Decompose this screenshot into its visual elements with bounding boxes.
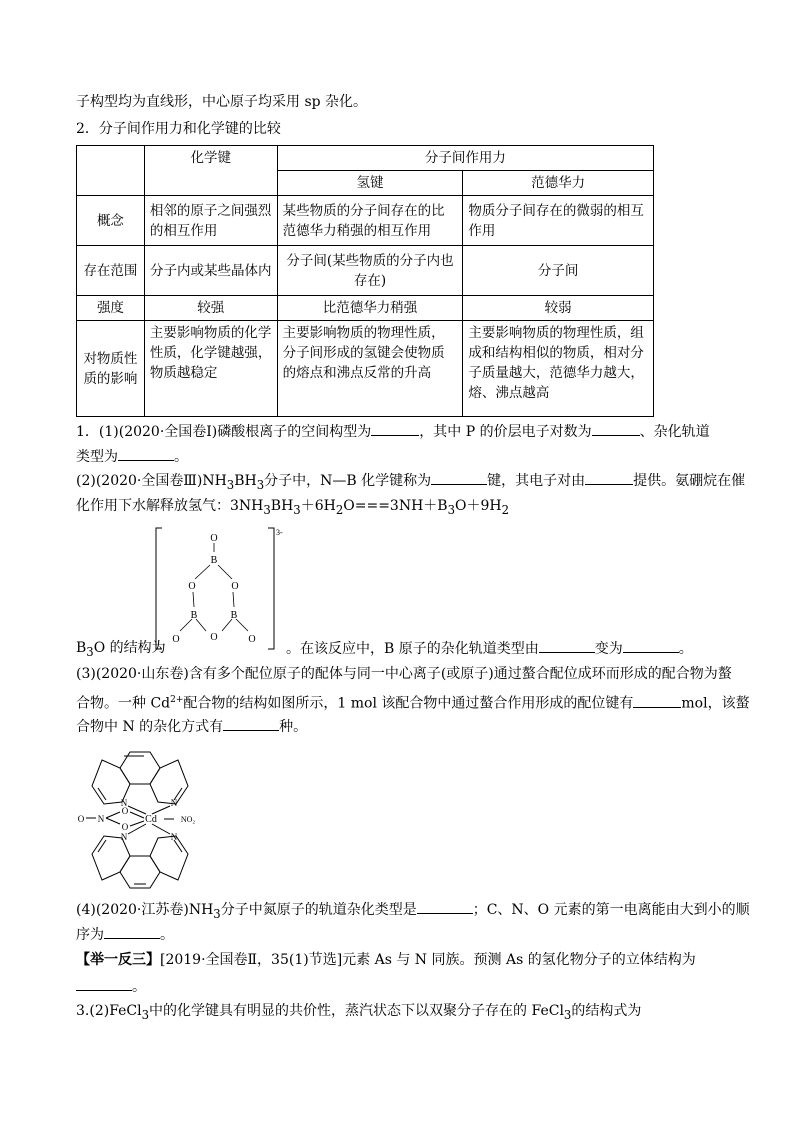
question-2-line-2 bbox=[76, 496, 509, 520]
question-text: (4)(2020·江苏卷)NH bbox=[76, 902, 214, 918]
subscript: 3 bbox=[563, 1007, 572, 1022]
section-2-title: 2．分子间作用力和化学键的比较 bbox=[76, 121, 281, 137]
question-text: 中的化学键具有明显的共价性，蒸汽状态下以双聚分子存在的 FeCl bbox=[149, 1003, 564, 1019]
question-4-line-1 bbox=[76, 899, 750, 924]
atom-b: B bbox=[230, 610, 238, 621]
question-text: ；C、N、O 元素的第一电离能由大到小的顺 bbox=[472, 902, 750, 918]
question-text: 合物中 N 的杂化方式有 bbox=[76, 719, 224, 735]
question-text: 分子中氮原子的轨道杂化类型是 bbox=[220, 902, 417, 918]
atom-n: N bbox=[170, 832, 178, 842]
question-2-line-3-tail bbox=[286, 638, 693, 659]
question-text: 、杂化轨道 bbox=[639, 424, 710, 440]
atom-b: B bbox=[190, 610, 198, 621]
b3o-structure-diagram bbox=[152, 525, 287, 653]
question-text: BH bbox=[270, 498, 294, 514]
cell-van-der-waals: 较弱 bbox=[463, 296, 654, 321]
atom-n: N bbox=[120, 798, 128, 808]
subscript: 2 bbox=[335, 502, 344, 517]
answer-blank[interactable] bbox=[76, 976, 132, 991]
question-text: 的结构式为 bbox=[571, 1003, 642, 1019]
left-bracket bbox=[156, 528, 162, 649]
answer-blank[interactable] bbox=[223, 716, 279, 731]
row-label: 强度 bbox=[77, 296, 145, 321]
header-hydrogen-bond: 氢键 bbox=[277, 171, 463, 196]
nitro-group-label: NO₂ bbox=[180, 815, 196, 824]
question-text: 类型为 bbox=[76, 449, 118, 465]
extension-question-line-1 bbox=[76, 950, 696, 970]
question-text: O 的结构为 bbox=[93, 640, 166, 656]
cell-hydrogen-bond: 主要影响物质的物理性质，分子间形成的氢键会使物质的熔点和沸点反常的升高 bbox=[277, 321, 463, 417]
table-row bbox=[77, 246, 654, 296]
atom-o: O bbox=[248, 634, 256, 645]
header-chemical-bond: 化学键 bbox=[144, 146, 277, 196]
atom-o: O bbox=[77, 814, 85, 824]
atom-n: N bbox=[170, 798, 178, 808]
question-1-line-2 bbox=[76, 446, 188, 467]
subscript: 3 bbox=[86, 644, 94, 659]
answer-blank[interactable] bbox=[633, 693, 681, 708]
question-text: [2019·全国卷Ⅱ，35(1)节选]元素 As 与 N 同族。预测 As 的氢化物分子的立体结构为 bbox=[160, 952, 696, 968]
atom-cd: Cd bbox=[145, 814, 157, 825]
question-text: 。 bbox=[160, 927, 174, 943]
intro-tail: 子构型均为直线形，中心原子均采用 sp 杂化。 bbox=[76, 94, 368, 110]
answer-blank[interactable] bbox=[417, 899, 473, 914]
cell-hydrogen-bond: 某些物质的分子间存在的比范德华力稍强的相互作用 bbox=[277, 196, 463, 246]
subscript: 3 bbox=[447, 502, 456, 517]
subscript: 3 bbox=[256, 477, 265, 492]
subscript: 3 bbox=[226, 477, 235, 492]
atom-o: O bbox=[188, 581, 196, 592]
question-text: (3)(2020·山东卷)含有多个配位原子的配体与同一中心离子(或原子)通过螯合配位成环而形成的配合物为螯 bbox=[76, 666, 732, 682]
question-text: 1．(1)(2020·全国卷Ⅰ)磷酸根离子的空间构型为 bbox=[76, 424, 372, 440]
cell-van-der-waals: 分子间 bbox=[463, 246, 654, 296]
cell-van-der-waals: 主要影响物质的物理性质，组成和结构相似的物质，相对分子质量越大，范德华力越大，熔、沸点越高 bbox=[463, 321, 654, 417]
question-text: 提供。氨硼烷在催 bbox=[633, 473, 746, 489]
subscript: 3 bbox=[213, 906, 221, 921]
cell-chemical-bond: 较强 bbox=[144, 296, 277, 321]
header-intermolecular-force: 分子间作用力 bbox=[277, 146, 653, 171]
table-header-row bbox=[77, 146, 654, 171]
atom-n: N bbox=[120, 832, 128, 842]
cell-hydrogen-bond: 分子间(某些物质的分子内也存在) bbox=[277, 246, 463, 296]
right-bracket bbox=[268, 528, 274, 649]
question-text: 种。 bbox=[279, 719, 308, 735]
question-text: BH bbox=[234, 473, 257, 489]
question-4-line-2 bbox=[76, 924, 174, 945]
question-1-line-1 bbox=[76, 421, 710, 442]
question-3-line-2 bbox=[76, 690, 750, 714]
atom-n: N bbox=[97, 814, 105, 824]
question-text: (2)(2020·全国卷Ⅲ)NH bbox=[76, 473, 227, 489]
subscript: 2 bbox=[501, 502, 510, 517]
answer-blank[interactable] bbox=[431, 470, 487, 485]
question-text: 。 bbox=[678, 641, 693, 657]
answer-blank[interactable] bbox=[539, 638, 595, 653]
subscript: 3 bbox=[141, 1007, 150, 1022]
question-text: 分子中，N—B 化学键称为 bbox=[264, 473, 432, 489]
question-text: 合物。一种 Cd bbox=[76, 695, 171, 712]
cd-complex-structure-diagram bbox=[72, 748, 222, 893]
atom-b: B bbox=[210, 555, 218, 566]
answer-blank[interactable] bbox=[371, 421, 419, 436]
question-text: O＋9H bbox=[455, 498, 502, 514]
answer-blank[interactable] bbox=[118, 446, 174, 461]
subscript: 3 bbox=[293, 502, 301, 517]
row-label: 对物质性质的影响 bbox=[77, 321, 145, 417]
answer-blank[interactable] bbox=[592, 421, 640, 436]
atom-o: O bbox=[231, 581, 239, 592]
atom-o: O bbox=[210, 533, 218, 544]
table-corner-cell bbox=[77, 146, 145, 196]
section-tag: 【举一反三】 bbox=[76, 952, 160, 968]
superscript: 2+ bbox=[170, 695, 184, 705]
table-row bbox=[77, 196, 654, 246]
question-fecl3-line bbox=[76, 1001, 641, 1025]
cell-van-der-waals: 物质分子间存在的微弱的相互作用 bbox=[463, 196, 654, 246]
question-text: 3.(2)FeCl bbox=[76, 1003, 142, 1019]
question-text: 。 bbox=[174, 449, 188, 465]
question-text: ＋6H bbox=[300, 498, 336, 514]
row-label: 概念 bbox=[77, 196, 145, 246]
question-text: 变为 bbox=[594, 641, 623, 657]
cell-chemical-bond: 分子内或某些晶体内 bbox=[144, 246, 277, 296]
question-text: 序为 bbox=[76, 927, 104, 943]
answer-blank[interactable] bbox=[104, 924, 160, 939]
header-van-der-waals: 范德华力 bbox=[463, 171, 654, 196]
phenanthroline-top bbox=[92, 752, 188, 804]
question-text: ，其中 P 的价层电子对数为 bbox=[419, 424, 592, 440]
table-row bbox=[77, 321, 654, 417]
question-text: 化作用下水解释放氢气：3NH bbox=[76, 498, 264, 514]
row-label: 存在范围 bbox=[77, 246, 145, 296]
question-text: 配合物的结构如图所示，1 mol 该配合物中通过螯合作用形成的配位键有 bbox=[183, 695, 634, 712]
question-text: mol，该螯 bbox=[681, 695, 750, 712]
phenanthroline-bottom bbox=[92, 836, 188, 888]
atom-o: O bbox=[210, 632, 218, 643]
question-2-line-1 bbox=[76, 470, 745, 495]
question-3-line-1 bbox=[76, 664, 732, 684]
question-text: O===3NH＋B bbox=[343, 498, 448, 514]
answer-blank[interactable] bbox=[623, 638, 679, 653]
cell-chemical-bond: 相邻的原子之间强烈的相互作用 bbox=[144, 196, 277, 246]
question-text: 键，其电子对由 bbox=[487, 473, 586, 489]
question-text: 。在该反应中，B 原子的杂化轨道类型由 bbox=[286, 641, 539, 657]
atom-o: O bbox=[121, 806, 129, 816]
answer-blank[interactable] bbox=[585, 470, 633, 485]
question-3-line-3 bbox=[76, 716, 307, 737]
comparison-table bbox=[76, 145, 654, 417]
question-2-line-3 bbox=[76, 638, 166, 662]
charge-label: 3- bbox=[276, 528, 283, 537]
question-text: 。 bbox=[132, 979, 146, 995]
extension-question-line-2 bbox=[76, 976, 146, 997]
atom-o: O bbox=[121, 822, 129, 832]
atom-o: O bbox=[172, 634, 180, 645]
cell-chemical-bond: 主要影响物质的化学性质，化学键越强，物质越稳定 bbox=[144, 321, 277, 417]
cell-hydrogen-bond: 比范德华力稍强 bbox=[277, 296, 463, 321]
table-row bbox=[77, 296, 654, 321]
subscript: 3 bbox=[263, 502, 271, 517]
question-text: B bbox=[76, 640, 87, 656]
